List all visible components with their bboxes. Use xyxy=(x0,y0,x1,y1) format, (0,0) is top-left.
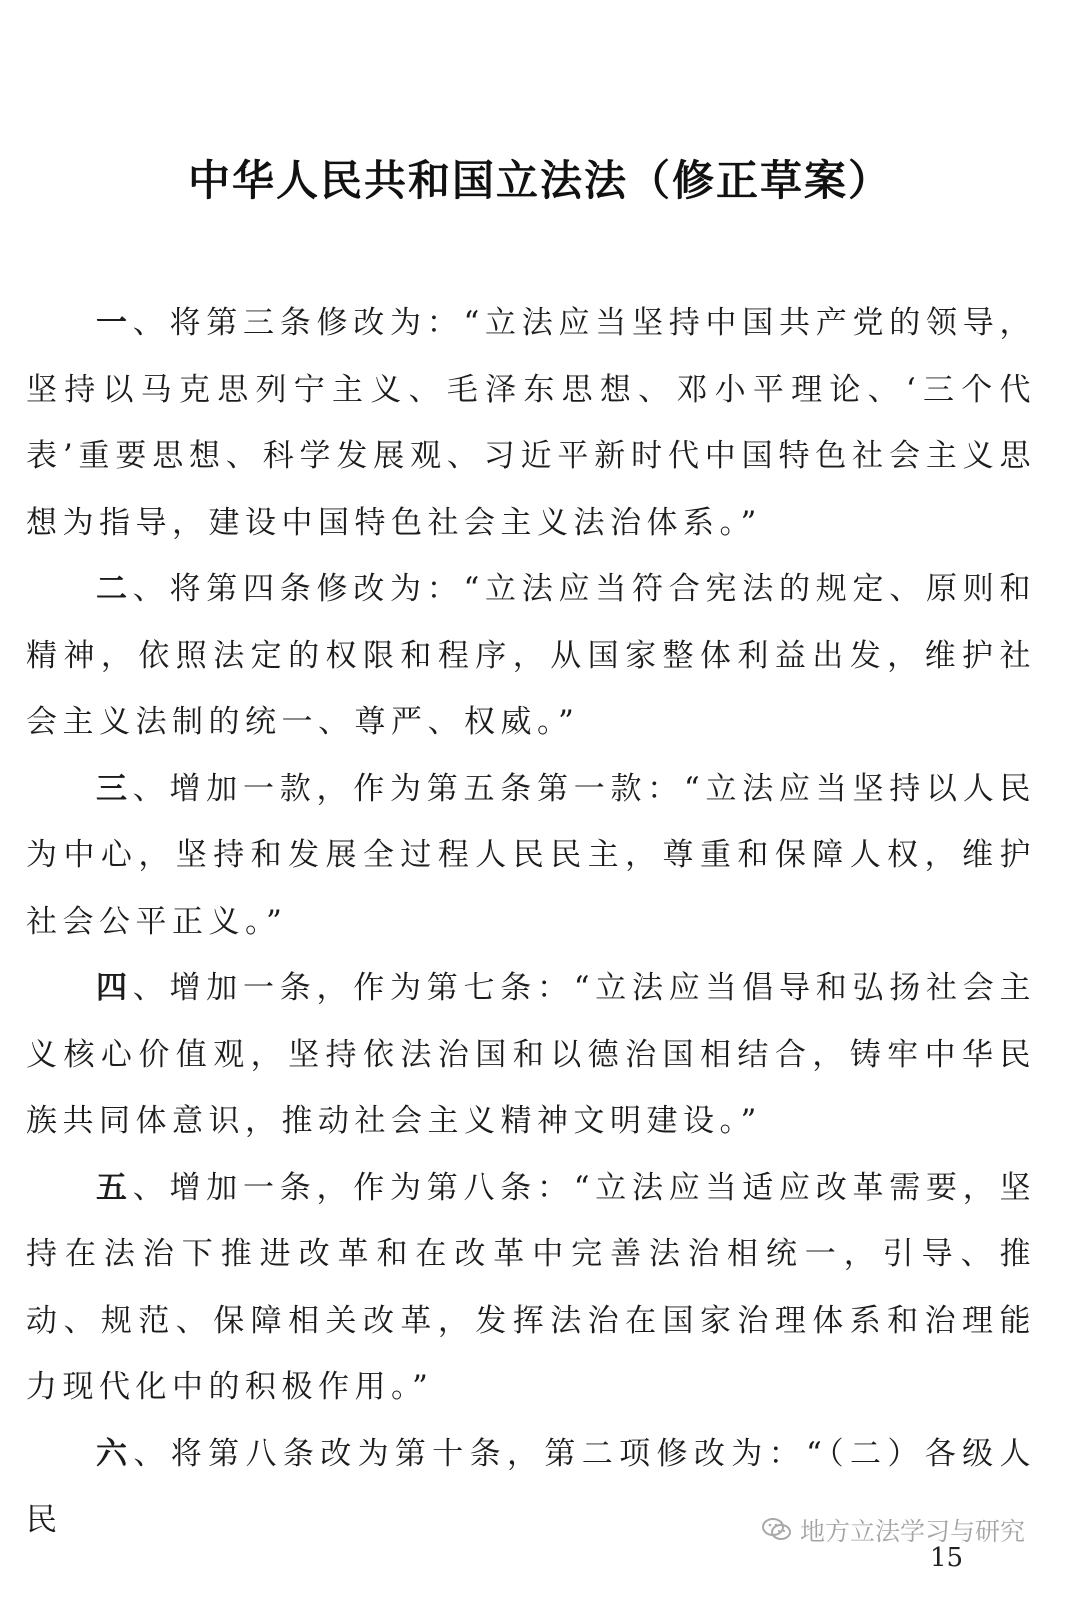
watermark xyxy=(762,1512,1025,1548)
paragraph-4 xyxy=(26,955,1036,1155)
paragraph-1 xyxy=(26,290,1036,556)
paragraph-text: 、将第三条修改为：“立法应当坚持中国共产党的领导，坚持以马克思列宁主义、毛泽东思想、邓小平理论、‘三个代表’重要思想、科学发展观、习近平新时代中国特色社会主义思想为指导，建设中国特色社会主义法治体系。” xyxy=(26,305,1036,541)
item-number: 三 xyxy=(96,770,133,807)
item-number: 二 xyxy=(96,571,133,607)
document-title: 中华人民共和国立法法（修正草案） xyxy=(187,156,892,205)
item-number: 五 xyxy=(96,1169,133,1206)
page-number: 15 xyxy=(930,1543,964,1573)
paragraph-text: 、增加一条，作为第七条：“立法应当倡导和弘扬社会主义核心价值观，坚持依法治国和以德治国相结合，铸牢中华民族共同体意识，推动社会主义精神文明建设。” xyxy=(26,970,1036,1139)
paragraph-text: 、将第四条修改为：“立法应当符合宪法的规定、原则和精神，依照法定的权限和程序，从国家整体利益出发，维护社会主义法制的统一、尊严、权威。” xyxy=(26,571,1036,740)
paragraph-text: 、将第八条改为第十条，第二项修改为：“（二）各级人民 xyxy=(26,1435,1036,1538)
paragraph-3 xyxy=(26,756,1036,956)
paragraph-5 xyxy=(26,1155,1036,1421)
wechat-icon xyxy=(762,1517,792,1543)
item-number: 一 xyxy=(96,305,133,341)
paragraph-text: 、增加一条，作为第八条：“立法应当适应改革需要，坚持在法治下推进改革和在改革中完善法治相统一，引导、推动、规范、保障相关改革，发挥法治在国家治理体系和治理能力现代化中的积极作用。” xyxy=(26,1169,1036,1405)
watermark-text: 地方立法学习与研究 xyxy=(800,1517,1026,1546)
paragraph-text: 、增加一款，作为第五条第一款：“立法应当坚持以人民为中心，坚持和发展全过程人民民主，尊重和保障人权，维护社会公平正义。” xyxy=(26,770,1036,940)
document-body xyxy=(26,290,1036,1554)
item-number: 四 xyxy=(96,970,133,1006)
item-number: 六 xyxy=(96,1435,134,1472)
paragraph-2 xyxy=(26,556,1036,756)
